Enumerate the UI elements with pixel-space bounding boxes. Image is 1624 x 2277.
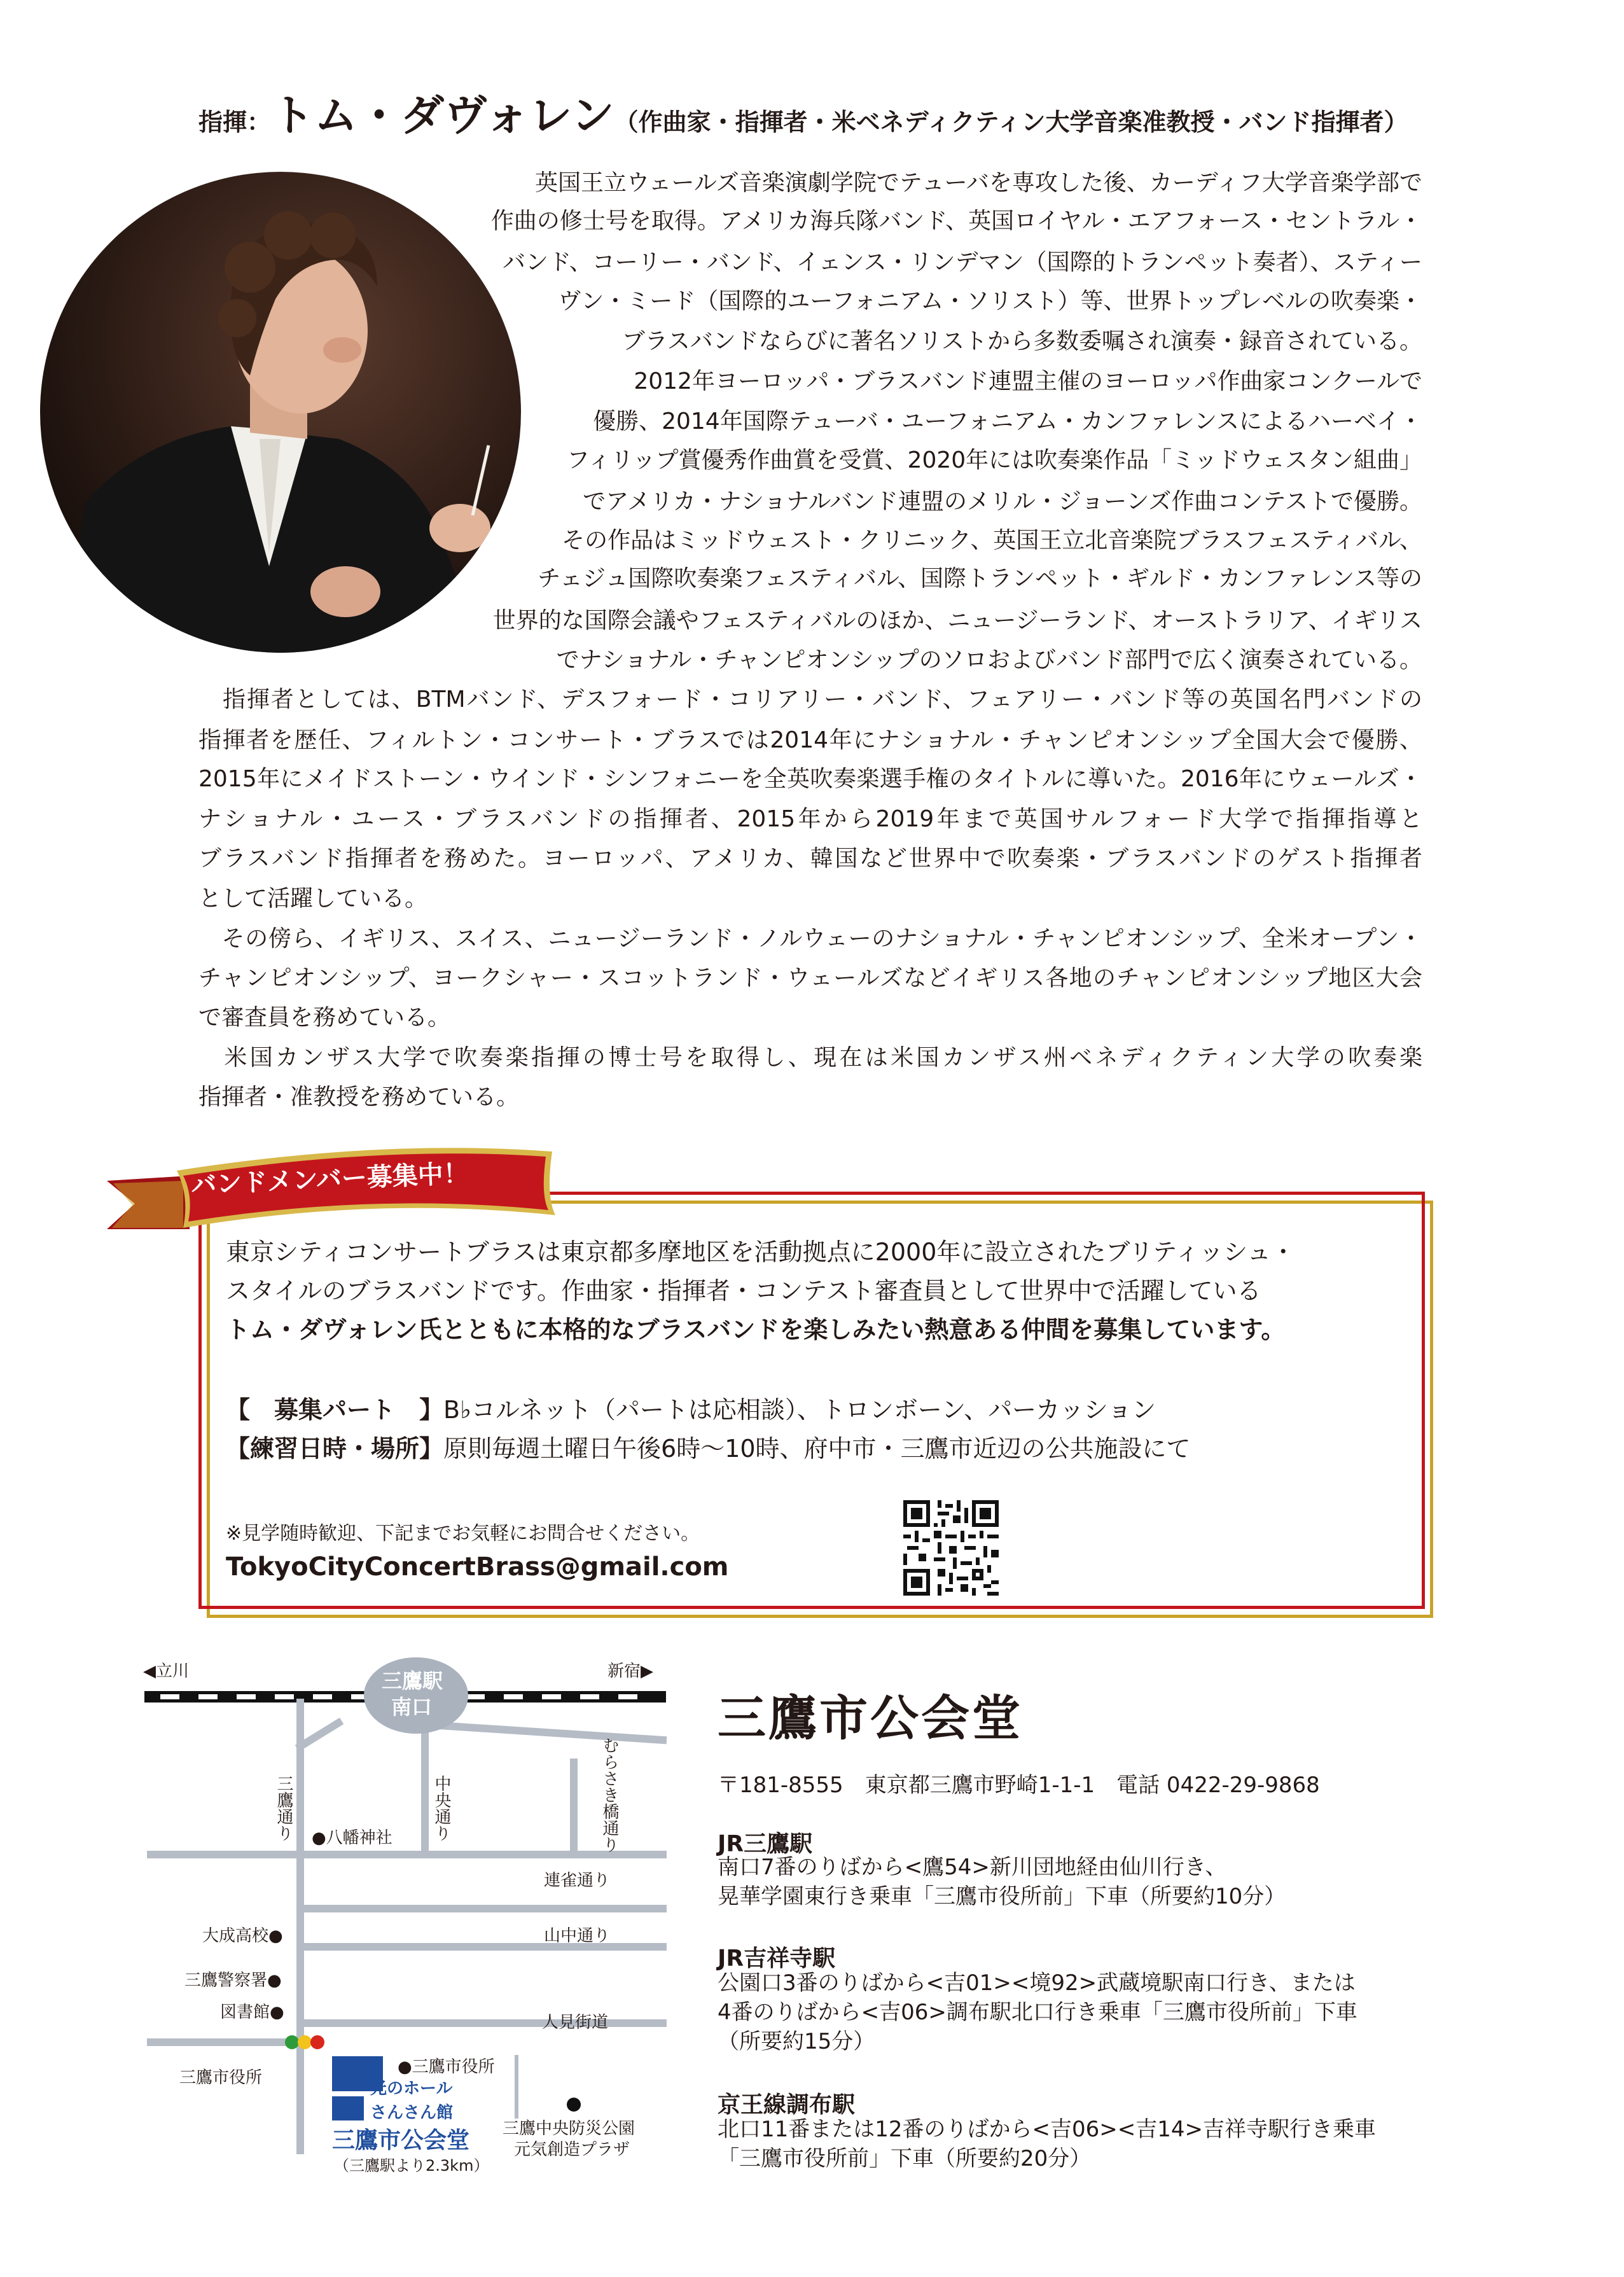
recruit-practice-row [226,1428,1191,1469]
conductor-role-label: 指揮： [198,108,272,136]
bio-line: 2012年ヨーロッパ・ブラスバンド連盟主催のヨーロッパ作曲家コンクールで [634,368,1422,394]
bio-line: 米国カンザス大学で吹奏楽指揮の博士号を取得し、現在は米国カンザス州ベネディクティン大学の吹奏楽 [198,1045,1422,1071]
bio-line: チェジュ国際吹奏楽フェスティバル、国際トランペット・ギルド・カンファレンス等の [538,566,1422,592]
map-road-mitaka: 三鷹通り [274,1775,293,1841]
map-label-shinjuku: 新宿▶ [607,1662,653,1681]
map-venue-distance: （三鷹駅より2.3km） [334,2157,489,2175]
recruit-practice-label: 【練習日時・場所】 [226,1435,444,1463]
bio-line: 作曲の修士号を取得。アメリカ海兵隊バンド、英国ロイヤル・エアフォース・セントラル・ [490,208,1422,234]
venue-address: 〒181-8555 東京都三鷹市野崎1-1-1 電話 0422-29-9868 [718,1772,1320,1798]
conductor-portrait [40,172,521,653]
route-detail: 「三鷹市役所前」下車（所要約20分） [718,2146,1092,2171]
recruit-practice-value: 原則毎週土曜日午後6時〜10時、府中市・三鷹市近辺の公共施設にて [443,1435,1191,1463]
contact-email-link[interactable]: TokyoCityConcertBrass@gmail.com [226,1552,729,1582]
qr-code-icon[interactable] [903,1500,999,1596]
venue-name: 三鷹市公会堂 [718,1690,1023,1746]
map-city-hall: ●三鷹市役所 [398,2058,495,2077]
route-detail: 晃華学園東行き乗車「三鷹市役所前」下車（所要約10分） [718,1884,1286,1909]
conductor-name: トム・ダヴォレン [271,91,614,141]
map-park-line1: 三鷹中央防災公園 [503,2119,635,2138]
bio-line: 指揮者を歴任、フィルトン・コンサート・ブラスでは2014年にナショナル・チャンピオンシップ全国大会で優勝、 [198,727,1422,753]
route-detail: 南口7番のりばから<鷹54>新川団地経由仙川行き、 [718,1855,1227,1880]
recruit-parts-value: B♭コルネット（パートは応相談）、トロンボーン、パーカッション [443,1396,1156,1424]
bio-line: ブラスバンド指揮者を務めた。ヨーロッパ、アメリカ、韓国など世界中で吹奏楽・ブラスバンドのゲスト指揮者 [198,846,1422,872]
bio-line: でアメリカ・ナショナルバンド連盟のメリル・ジョーンズ作曲コンテストで優勝。 [583,489,1422,515]
bio-line: バンド、コーリー・バンド、イェンス・リンデマン（国際的トランペット奏者）、スティー [503,249,1422,275]
route-detail: 北口11番または12番のりばから<吉06><吉14>吉祥寺駅行き乗車 [718,2117,1377,2142]
bio-line: その傍ら、イギリス、スイス、ニュージーランド・ノルウェーのナショナル・チャンピオンシップ、全米オープン・ [198,926,1422,952]
bio-line: その作品はミッドウェスト・クリニック、英国王立北音楽院ブラスフェスティバル、 [562,527,1422,554]
route-station-chofu: 京王線調布駅 [718,2092,856,2118]
recruit-intro-line: スタイルのブラスバンドです。作曲家・指揮者・コンテスト審査員として世界中で活躍している [226,1277,1261,1305]
recruit-parts-row [226,1389,1156,1430]
bio-line: チャンピオンシップ、ヨークシャー・スコットランド・ウェールズなどイギリス各地のチャンピオンシップ地区大会 [198,965,1422,991]
map-station-name: 三鷹駅 [382,1669,443,1693]
route-detail: 4番のりばから<吉06>調布駅北口行き乗車「三鷹市役所前」下車 [718,2000,1357,2025]
map-park-line2: 元気創造プラザ [514,2140,630,2159]
bio-line: 指揮者・准教授を務めている。 [198,1084,520,1110]
map-seisei-school: 大成高校● [202,1926,283,1946]
bio-line: 指揮者としては、BTMバンド、デスフォード・コリアリー・バンド、フェアリー・バンド等の英国名門バンドの [198,686,1422,713]
bio-line: で審査員を務めている。 [198,1005,451,1031]
map-library: 図書館● [220,2003,284,2022]
bio-line: 優勝、2014年国際テューバ・ユーフォニアム・カンファレンスによるハーベイ・ [593,408,1422,435]
bio-line: ナショナル・ユース・ブラスバンドの指揮者、2015年から2019年まで英国サルフォード大学で指揮指導と [198,806,1422,832]
bio-line: ヴン・ミード（国際的ユーフォニアム・ソリスト）等、世界トップレベルの吹奏楽・ [558,288,1422,314]
route-detail: （所要約15分） [718,2029,875,2054]
map-station-exit: 南口 [391,1695,433,1719]
route-station-kichijoji: JR吉祥寺駅 [718,1946,836,1972]
conductor-title: （作曲家・指揮者・米ベネディクティン大学音楽准教授・バンド指揮者） [614,108,1408,136]
map-road-yamanaka: 山中通り [544,1926,611,1946]
route-detail: 公園口3番のりばから<吉01><境92>武蔵境駅南口行き、または [718,1970,1356,1996]
bio-line: でナショナル・チャンピオンシップのソロおよびバンド部門で広く演奏されている。 [556,647,1422,673]
bio-line: 世界的な国際会議やフェスティバルのほか、ニュージーランド、オーストラリア、イギリス [492,608,1422,634]
map-police-station: 三鷹警察署● [184,1971,282,1990]
recruit-parts-label: 【 募集パート 】 [226,1396,444,1424]
map-sansan-kan: さんさん館 [370,2103,454,2122]
recruit-intro-line: 東京シティコンサートブラスは東京都多摩地区を活動拠点に2000年に設立されたブリティッシュ・ [226,1238,1296,1266]
map-city-hall-left: 三鷹市役所 [179,2068,263,2087]
recruit-note: ※見学随時歓迎、下記までお気軽にお問合せください。 [226,1522,700,1545]
bio-line: ブラスバンドならびに著名ソリストから多数委嘱され演奏・録音されている。 [621,328,1422,354]
map-road-ningen: 人見街道 [542,2013,609,2032]
conductor-header [198,81,1408,143]
recruit-banner-text: バンドメンバー募集中！ [190,1159,469,1201]
map-hachiman-shrine: ●八幡神社 [312,1828,392,1848]
bio-line: 2015年にメイドストーン・ウインド・シンフォニーを全英吹奏楽選手権のタイトルに導いた。2016年にウェールズ・ [198,766,1422,792]
map-venue-name: 三鷹市公会堂 [332,2127,470,2154]
map-road-chuo: 中央通り [432,1775,451,1841]
route-station-mitaka: JR三鷹駅 [718,1831,813,1857]
bio-line: 英国王立ウェールズ音楽演劇学院でテューバを専攻した後、カーディフ大学音楽学部で [534,170,1422,196]
bio-line: として活躍している。 [198,886,428,912]
recruit-intro-line-bold: トム・ダヴォレン氏とともに本格的なブラスバンドを楽しみたい熱意ある仲間を募集しています。 [226,1316,1286,1344]
map-road-renjaku: 連雀通り [544,1871,611,1890]
bio-line: フィリップ賞優秀作曲賞を受賞、2020年には吹奏楽作品「ミッドウェスタン組曲」 [566,447,1422,473]
map-road-murasaki: むらさき橋通り [600,1737,619,1853]
map-hikari-hall: 光のホール [370,2079,453,2098]
map-label-tachikawa: ◀立川 [143,1662,189,1681]
